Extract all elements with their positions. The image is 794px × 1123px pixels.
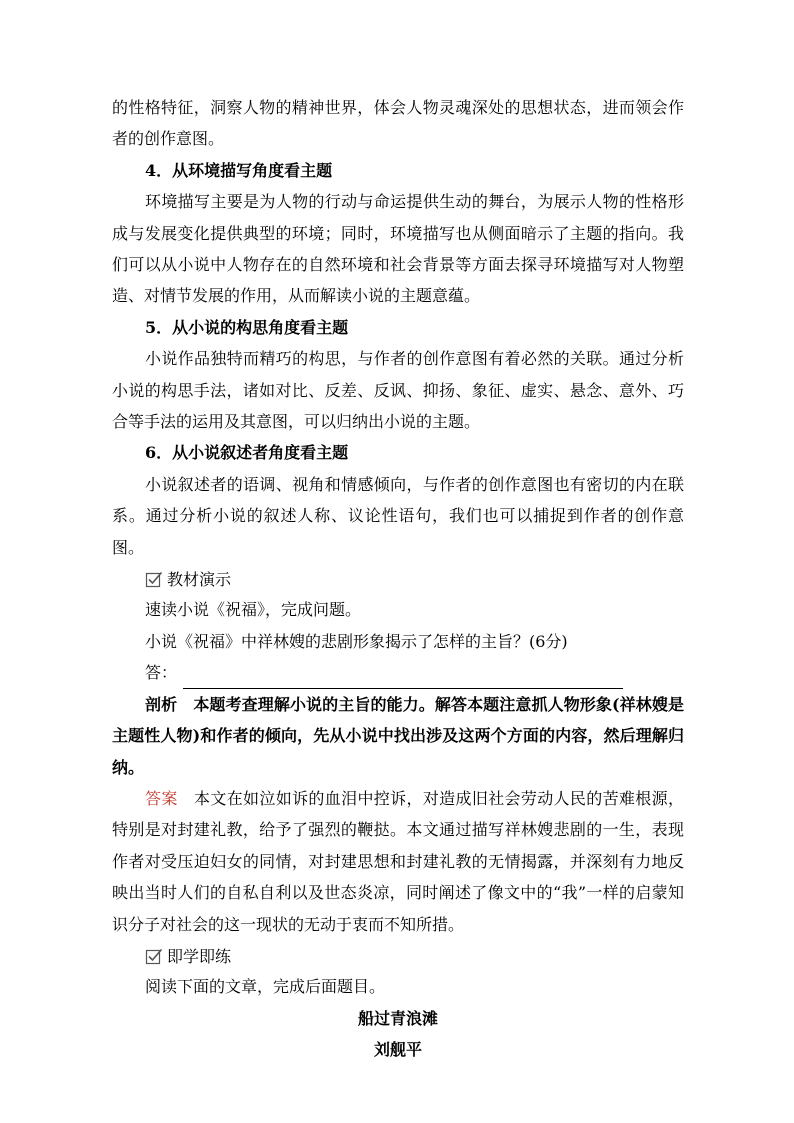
answer-underline[interactable]: [183, 670, 623, 689]
section-practice-label: [112, 940, 684, 971]
practice-label-text: 即学即练: [167, 947, 232, 967]
checkbox-check-icon: [145, 570, 163, 588]
heading-environment: 4．从环境描写角度看主题: [145, 160, 333, 180]
demo-instruction: 速读小说《祝福》，完成问题。: [145, 600, 362, 620]
demo-label-text: 教材演示: [167, 570, 232, 590]
practice-instruction: 阅读下面的文章，完成后面题目。: [145, 977, 386, 997]
paragraph-environment: 环境描写主要是为人物的行动与命运提供生动的舞台，为展示人物的性格形成与发展变化提供典型的环境；同时，环境描写也从侧面暗示了主题的指向。我们可以从小说中人物存在的自然环境和社会背景等方面去探寻环境描写对人物塑造、对情节发展的作用，从而解读小说的主题意蕴。: [112, 192, 684, 306]
demo-question: 小说《祝福》中祥林嫂的悲剧形象揭示了怎样的主旨？(6分): [145, 631, 568, 651]
answer-text: 本文在如泣如诉的血泪中控诉，对造成旧社会劳动人民的苦难根源，特别是对封建礼教，给予了强烈的鞭挞。本文通过描写祥林嫂悲剧的一生，表现作者对受压迫妇女的同情，对封建思想和封建礼教的无情揭露，并深刻有力地反映出当时人们的自私自利以及世态炎凉，同时阐述了像文中的“我”一样的启蒙知识分子对社会的这一现状的无动于衷而不知所措。: [112, 788, 684, 934]
paragraph-continuation: 的性格特征，洞察人物的精神世界，体会人物灵魂深处的思想状态，进而领会作者的创作意图。: [112, 98, 684, 149]
heading-narrator: 6．从小说叙述者角度看主题: [145, 443, 349, 463]
heading-conception: 5．从小说的构思角度看主题: [145, 317, 349, 337]
answer-blank-line: [112, 657, 684, 688]
section-demo-label: [112, 563, 684, 594]
answer-prompt: 答：: [145, 663, 178, 683]
checkbox-check-icon: [145, 947, 163, 965]
paragraph-narrator: 小说叙述者的语调、视角和情感倾向，与作者的创作意图也有密切的内在联系。通过分析小说的叙述人称、议论性语句，我们也可以捕捉到作者的创作意图。: [112, 474, 684, 557]
analysis-paragraph: [112, 689, 684, 783]
article-title: 船过青浪滩: [357, 1008, 438, 1028]
paragraph-conception: 小说作品独特而精巧的构思，与作者的创作意图有着必然的关联。通过分析小说的构思手法，诸如对比、反差、反讽、抑扬、象征、虚实、悬念、意外、巧合等手法的运用及其意图，可以归纳出小说的主题。: [112, 349, 684, 432]
answer-paragraph: [112, 783, 684, 940]
article-author: 刘舰平: [373, 1040, 422, 1060]
document-body: [112, 92, 684, 1066]
answer-label: 答案: [145, 788, 178, 808]
analysis-label: 剖析: [145, 694, 178, 714]
analysis-text: 本题考查理解小说的主旨的能力。解答本题注意抓人物形象(祥林嫂是主题性人物)和作者的倾向，先从小说中找出涉及这两个方面的内容，然后理解归纳。: [112, 694, 684, 777]
